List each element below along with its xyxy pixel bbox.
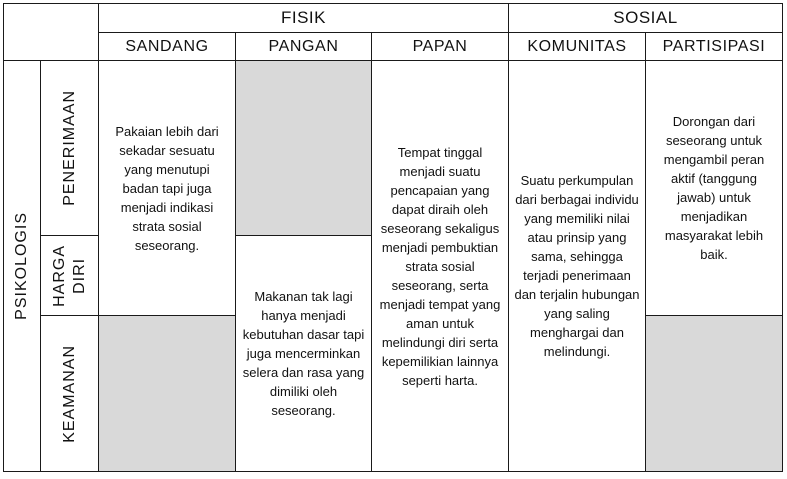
row-penerimaan: [40, 60, 99, 236]
cell-partisipasi-keamanan-empty: [645, 315, 783, 472]
column-komunitas: KOMUNITAS: [508, 32, 646, 61]
column-sandang: SANDANG: [98, 32, 236, 61]
row-harga-diri: [40, 235, 99, 316]
column-papan: PAPAN: [371, 32, 509, 61]
row-harga-diri-label: HARGA DIRI: [50, 244, 88, 307]
cell-pangan-penerimaan-empty: [235, 60, 372, 236]
cell-papan-text: Tempat tinggal menjadi suatu pencapaian yang dapat diraih oleh seseorang sekaligus menjadi pembuktian strata sosial seseorang, serta menjadi tempat yang aman untuk melindungi diri serta kepemilikian lainnya seperti harta.: [371, 60, 509, 472]
row-group-psikologis: [3, 60, 41, 472]
column-partisipasi: PARTISIPASI: [645, 32, 783, 61]
cell-partisipasi-text: Dorongan dari seseorang untuk mengambil peran aktif (tanggung jawab) untuk menjadikan masyarakat lebih baik.: [645, 60, 783, 316]
row-group-label: PSIKOLOGIS: [13, 212, 30, 320]
cell-sandang-keamanan-empty: [98, 315, 236, 472]
cell-sandang-text: Pakaian lebih dari sekadar sesuatu yang menutupi badan tapi juga menjadi indikasi strata sosial seseorang.: [98, 60, 236, 316]
corner-cell: [3, 3, 99, 61]
row-penerimaan-label: PENERIMAAN: [60, 90, 78, 206]
cell-komunitas-text: Suatu perkumpulan dari berbagai individu yang memiliki nilai atau prinsip yang sama, sehingga terjadi penerimaan dan terjalin hubungan yang saling menghargai dan melindungi.: [508, 60, 646, 472]
header-fisik: FISIK: [98, 3, 509, 33]
row-keamanan: [40, 315, 99, 472]
cell-pangan-text: Makanan tak lagi hanya menjadi kebutuhan dasar tapi juga mencerminkan selera dan rasa yang dimiliki oleh seseorang.: [235, 235, 372, 472]
row-keamanan-label: KEAMANAN: [60, 344, 78, 443]
column-pangan: PANGAN: [235, 32, 372, 61]
header-sosial: SOSIAL: [508, 3, 783, 33]
